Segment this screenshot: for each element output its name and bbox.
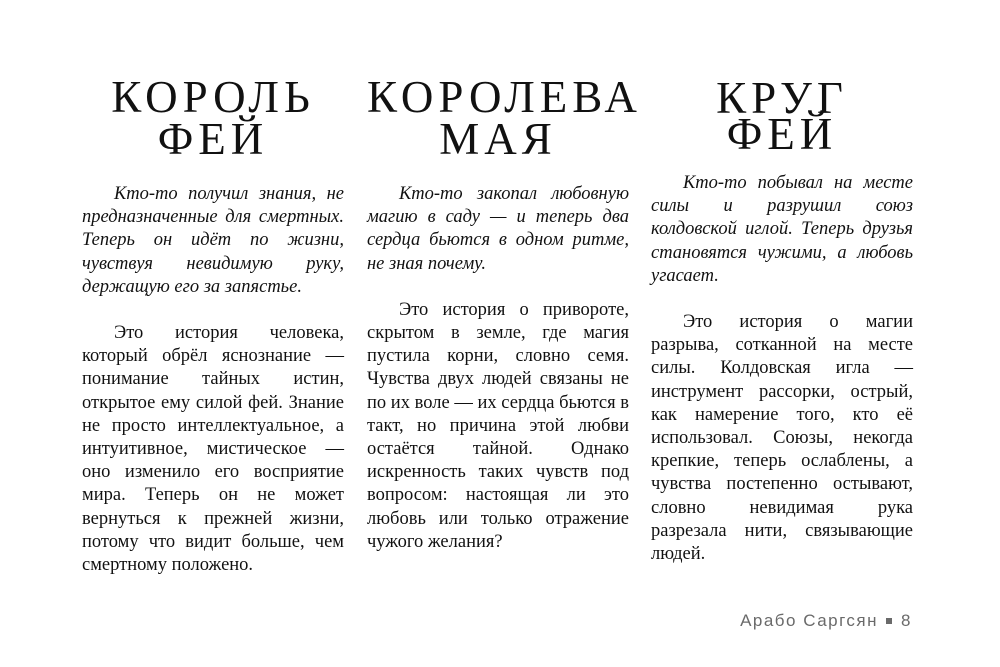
- column-text: [367, 183, 629, 554]
- column-title: КОРОЛЬ ФЕЙ: [111, 72, 315, 164]
- column-title: КРУГ ФЕЙ: [716, 73, 848, 159]
- author-name: Арабо Саргсян: [740, 611, 879, 630]
- page-footer: [740, 611, 912, 631]
- body-paragraph: Это история о магии разрыва, сотканной на месте силы. Колдовская игла — инструмент рассорки, острый, как намерение того, кто её использовал. Союзы, некогда крепкие, теперь ослаблены, а чувства постепенно остывают, словно невидимая рука разрезала нити, связывающие людей.: [651, 312, 913, 565]
- column-text: [82, 183, 344, 577]
- body-paragraph: Это история человека, который обрёл яснознание — понимание тайных истин, открытое ему силой фей. Знание не просто интеллектуальное, а интуитивное, мистическое — оно изменило его восприятие мира. Теперь он не может вернуться к прежней жизни, потому что видит больше, чем смертному положено.: [82, 323, 344, 576]
- body-paragraph: Это история о привороте, скрытом в земле, где магия пустила корни, словно семя. Чувства двух людей связаны не по их воле — их сердца бьются в такт, но причина этой любви остаётся тайной. Однако искренность таких чувств под вопросом: настоящая ли это любовь или только отражение чужого желания?: [367, 299, 629, 552]
- page-number: 8: [901, 611, 912, 630]
- column-text: [651, 172, 913, 566]
- column-title: КОРОЛЕВА МАЯ: [367, 72, 642, 164]
- square-separator-icon: [886, 618, 892, 624]
- lead-paragraph: Кто-то закопал любовную магию в саду — и теперь два сердца бьются в одном ритме, не зная почему.: [367, 184, 629, 274]
- lead-paragraph: Кто-то побывал на месте силы и разрушил союз колдовской иглой. Теперь друзья становятся чужими, а любовь угасает.: [651, 173, 913, 286]
- lead-paragraph: Кто-то получил знания, не предназначенные для смертных. Теперь он идёт по жизни, чувствуя невидимую руку, держащую его за запястье.: [82, 184, 344, 297]
